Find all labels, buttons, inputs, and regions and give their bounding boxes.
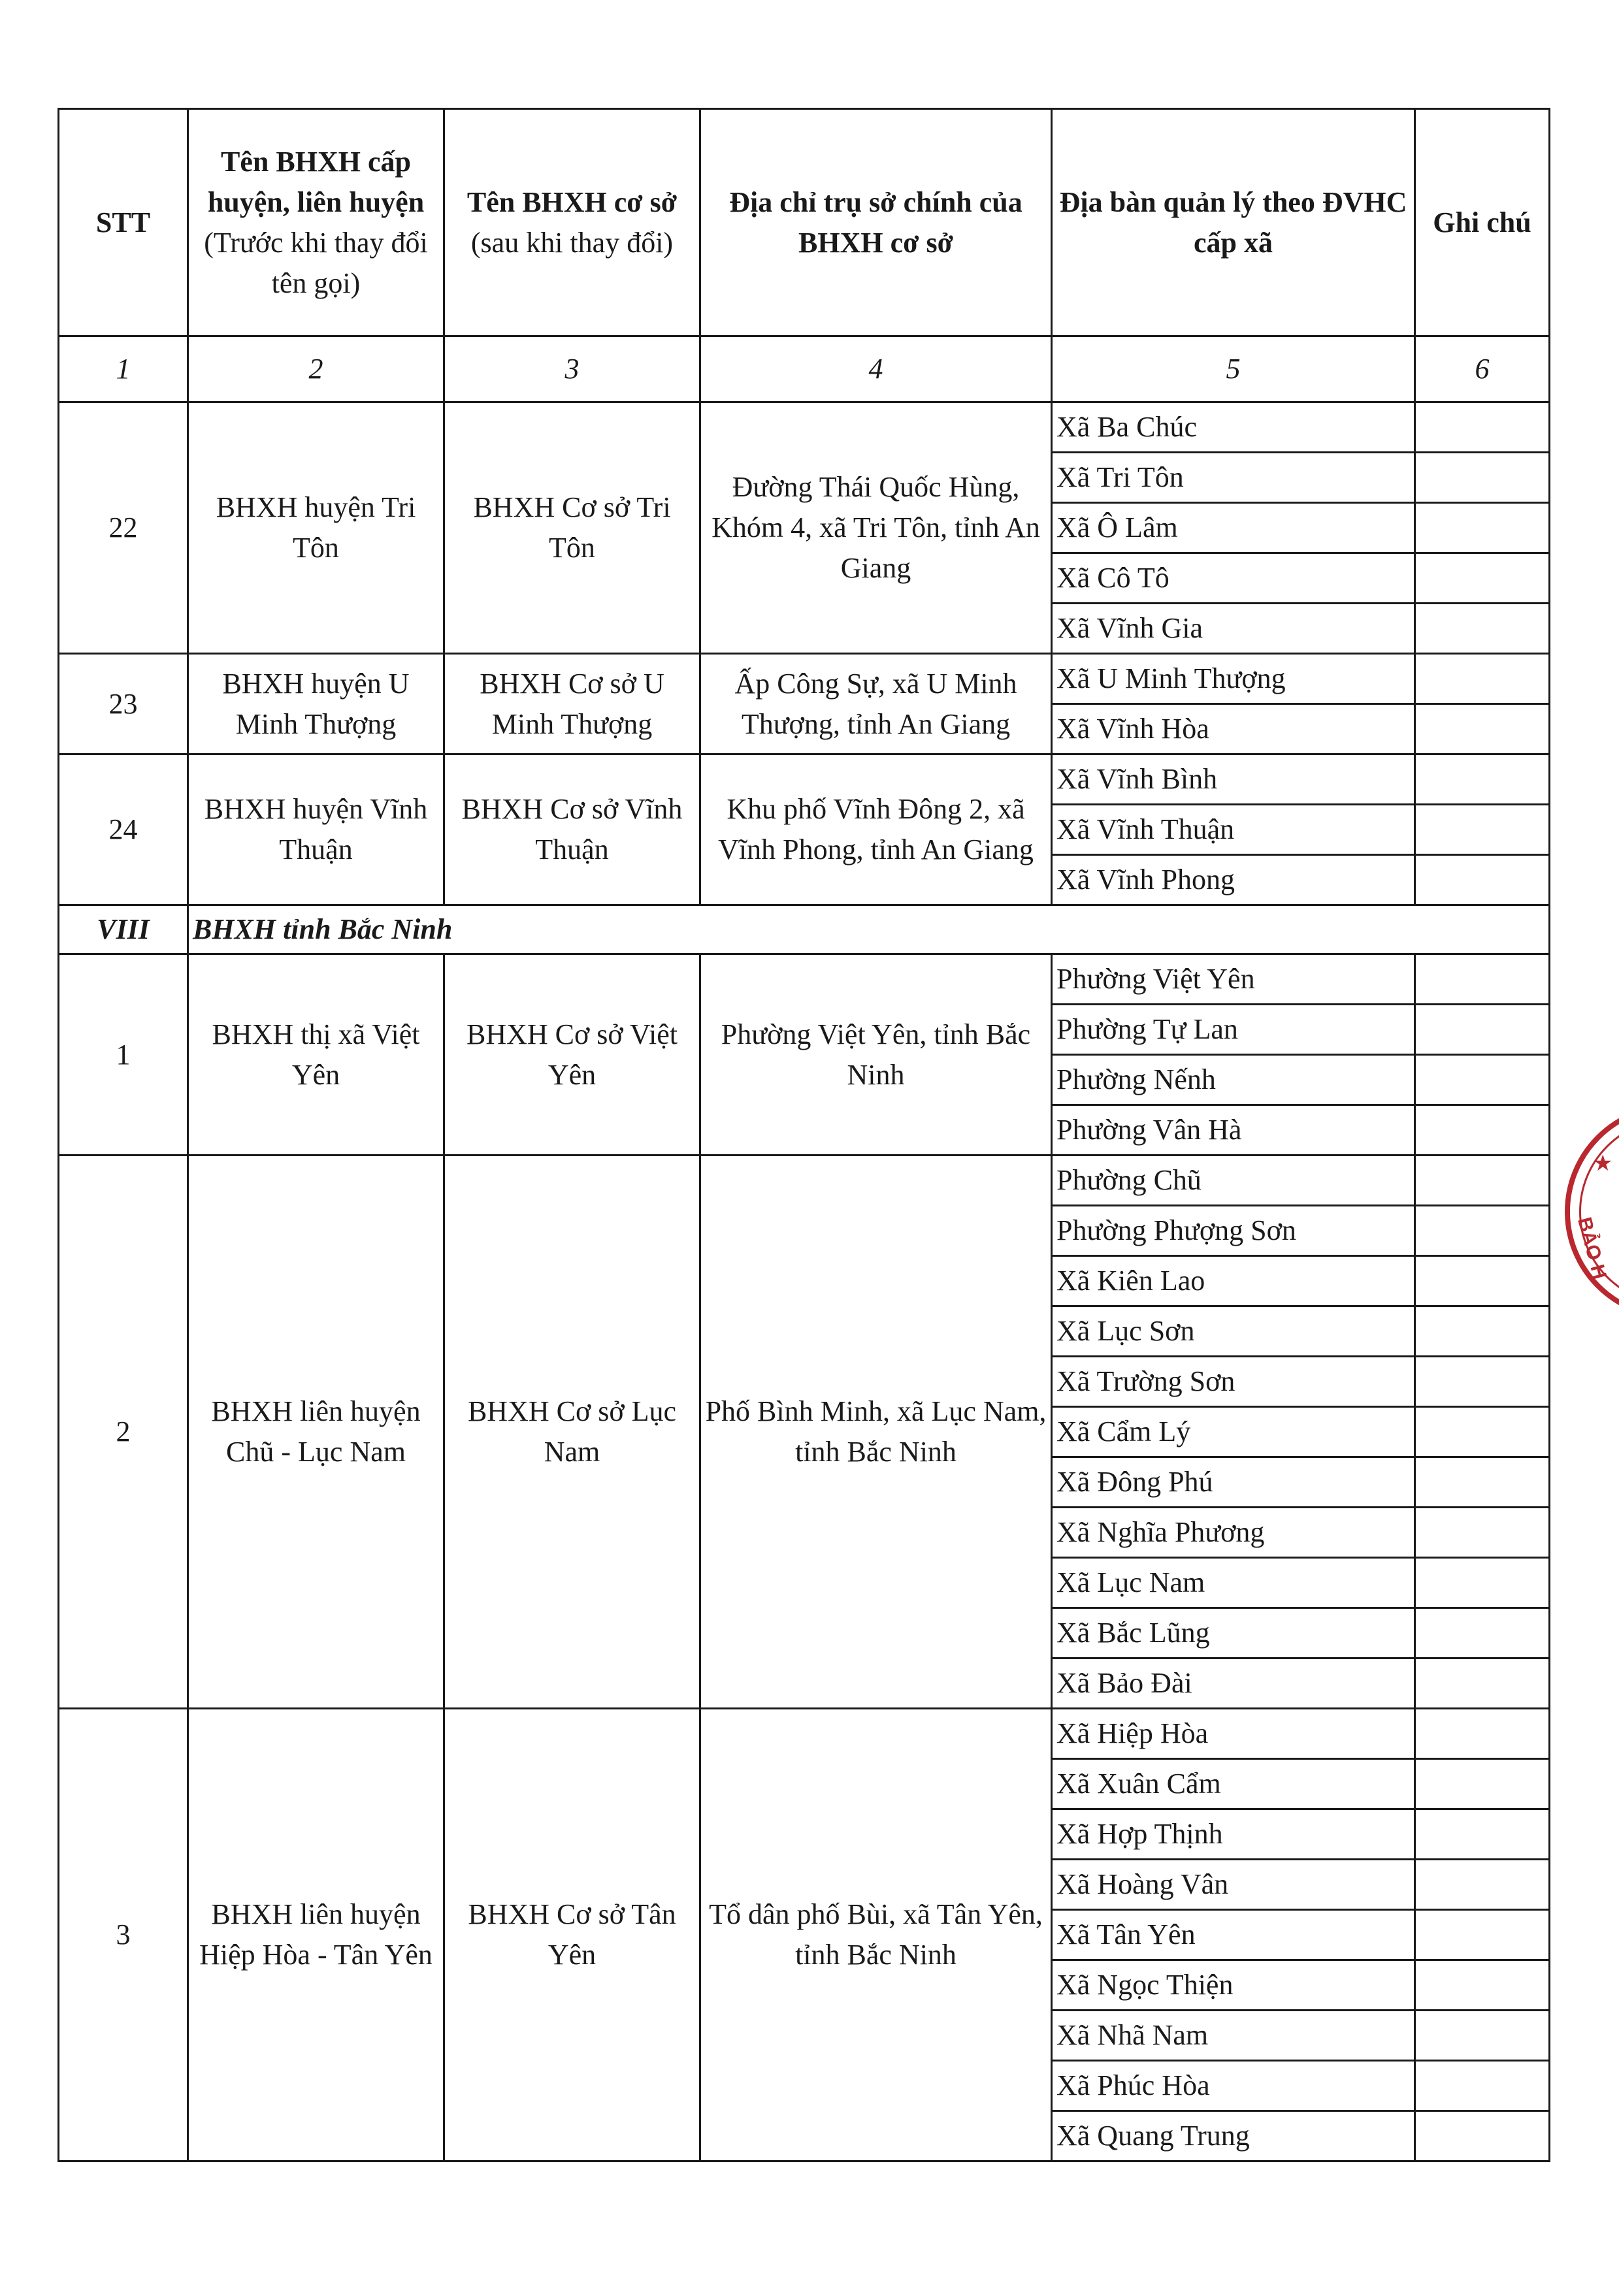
seal-text: BẢO H: [1573, 1215, 1611, 1282]
table-row: [59, 954, 1550, 1005]
new-name-cell: BHXH Cơ sở Tri Tôn: [444, 402, 700, 654]
address-cell: Phường Việt Yên, tỉnh Bắc Ninh: [700, 954, 1052, 1156]
note-cell: [1415, 704, 1550, 754]
new-name-cell: BHXH Cơ sở Lục Nam: [444, 1156, 700, 1709]
ward-cell: Xã Quang Trung: [1052, 2111, 1415, 2161]
note-cell: [1415, 1156, 1550, 1206]
note-cell: [1415, 1105, 1550, 1156]
ward-cell: Xã Vĩnh Phong: [1052, 855, 1415, 905]
column-number: 5: [1052, 336, 1415, 402]
new-name-cell: BHXH Cơ sở U Minh Thượng: [444, 654, 700, 754]
address-cell: Khu phố Vĩnh Đông 2, xã Vĩnh Phong, tỉnh An Giang: [700, 754, 1052, 905]
old-name-cell: BHXH liên huyện Chũ - Lục Nam: [188, 1156, 444, 1709]
ward-cell: Xã Ô Lâm: [1052, 503, 1415, 553]
note-cell: [1415, 1960, 1550, 2011]
section-title: BHXH tỉnh Bắc Ninh: [188, 905, 1550, 954]
old-name-cell: BHXH huyện Tri Tôn: [188, 402, 444, 654]
column-number: 4: [700, 336, 1052, 402]
ward-cell: Xã Trường Sơn: [1052, 1357, 1415, 1407]
ward-cell: Xã Đông Phú: [1052, 1457, 1415, 1508]
new-name-cell: BHXH Cơ sở Tân Yên: [444, 1709, 700, 2161]
note-cell: [1415, 1055, 1550, 1105]
stt-cell: 1: [59, 954, 188, 1156]
note-cell: [1415, 1306, 1550, 1357]
new-name-cell: BHXH Cơ sở Việt Yên: [444, 954, 700, 1156]
table-row: [59, 1709, 1550, 1759]
header-address: Địa chỉ trụ sở chính của BHXH cơ sở: [700, 109, 1052, 336]
note-cell: [1415, 604, 1550, 654]
column-number: 2: [188, 336, 444, 402]
note-cell: [1415, 855, 1550, 905]
ward-cell: Xã Cô Tô: [1052, 553, 1415, 604]
ward-cell: Phường Tự Lan: [1052, 1005, 1415, 1055]
column-number: 1: [59, 336, 188, 402]
note-cell: [1415, 1809, 1550, 1860]
ward-cell: Xã Bảo Đài: [1052, 1658, 1415, 1709]
note-cell: [1415, 1658, 1550, 1709]
note-cell: [1415, 1860, 1550, 1910]
ward-cell: Phường Chũ: [1052, 1156, 1415, 1206]
column-number-row: [59, 336, 1550, 402]
note-cell: [1415, 1910, 1550, 1960]
note-cell: [1415, 1206, 1550, 1256]
ward-cell: Xã Hợp Thịnh: [1052, 1809, 1415, 1860]
ward-cell: Xã Vĩnh Thuận: [1052, 805, 1415, 855]
ward-cell: Xã Kiên Lao: [1052, 1256, 1415, 1306]
note-cell: [1415, 453, 1550, 503]
header-old-name: [188, 109, 444, 336]
note-cell: [1415, 503, 1550, 553]
header-new-name-note: (sau khi thay đổi): [470, 226, 674, 259]
new-name-cell: BHXH Cơ sở Vĩnh Thuận: [444, 754, 700, 905]
note-cell: [1415, 1256, 1550, 1306]
header-notes: Ghi chú: [1415, 109, 1550, 336]
column-number: 6: [1415, 336, 1550, 402]
header-new-name: [444, 109, 700, 336]
official-seal: [1565, 1104, 1619, 1319]
ward-cell: Xã U Minh Thượng: [1052, 654, 1415, 704]
section-row: [59, 905, 1550, 954]
table-row: [59, 402, 1550, 453]
address-cell: Đường Thái Quốc Hùng, Khóm 4, xã Tri Tôn, tỉnh An Giang: [700, 402, 1052, 654]
address-cell: Ấp Công Sự, xã U Minh Thượng, tỉnh An Giang: [700, 654, 1052, 754]
ward-cell: Xã Ba Chúc: [1052, 402, 1415, 453]
old-name-cell: BHXH huyện Vĩnh Thuận: [188, 754, 444, 905]
note-cell: [1415, 2111, 1550, 2161]
table-row: [59, 1156, 1550, 1206]
note-cell: [1415, 654, 1550, 704]
stt-cell: 2: [59, 1156, 188, 1709]
address-cell: Phố Bình Minh, xã Lục Nam, tỉnh Bắc Ninh: [700, 1156, 1052, 1709]
note-cell: [1415, 1709, 1550, 1759]
header-old-name-note: (Trước khi thay đổi tên gọi): [204, 226, 428, 299]
seal-star-icon: ★: [1593, 1152, 1613, 1176]
header-row: [59, 109, 1550, 336]
note-cell: [1415, 553, 1550, 604]
ward-cell: Xã Tân Yên: [1052, 1910, 1415, 1960]
ward-cell: Xã Cẩm Lý: [1052, 1407, 1415, 1457]
note-cell: [1415, 1357, 1550, 1407]
ward-cell: Xã Lục Nam: [1052, 1558, 1415, 1608]
commune-assignment-table: [57, 108, 1550, 2162]
note-cell: [1415, 1608, 1550, 1658]
stt-cell: 23: [59, 654, 188, 754]
header-old-name-title: Tên BHXH cấp huyện, liên huyện: [207, 145, 425, 218]
ward-cell: Xã Hoàng Vân: [1052, 1860, 1415, 1910]
ward-cell: Xã Hiệp Hòa: [1052, 1709, 1415, 1759]
stt-cell: 24: [59, 754, 188, 905]
note-cell: [1415, 402, 1550, 453]
note-cell: [1415, 1508, 1550, 1558]
ward-cell: Xã Ngọc Thiện: [1052, 1960, 1415, 2011]
note-cell: [1415, 1558, 1550, 1608]
ward-cell: Xã Phúc Hòa: [1052, 2061, 1415, 2111]
ward-cell: Xã Vĩnh Bình: [1052, 754, 1415, 805]
ward-cell: Phường Việt Yên: [1052, 954, 1415, 1005]
note-cell: [1415, 1407, 1550, 1457]
note-cell: [1415, 954, 1550, 1005]
ward-cell: Xã Vĩnh Hòa: [1052, 704, 1415, 754]
table-row: [59, 754, 1550, 805]
note-cell: [1415, 2011, 1550, 2061]
table-row: [59, 654, 1550, 704]
ward-cell: Xã Lục Sơn: [1052, 1306, 1415, 1357]
note-cell: [1415, 1759, 1550, 1809]
stt-cell: 22: [59, 402, 188, 654]
ward-cell: Xã Tri Tôn: [1052, 453, 1415, 503]
ward-cell: Xã Vĩnh Gia: [1052, 604, 1415, 654]
header-area: Địa bàn quản lý theo ĐVHC cấp xã: [1052, 109, 1415, 336]
stt-cell: 3: [59, 1709, 188, 2161]
ward-cell: Phường Nếnh: [1052, 1055, 1415, 1105]
old-name-cell: BHXH thị xã Việt Yên: [188, 954, 444, 1156]
address-cell: Tổ dân phố Bùi, xã Tân Yên, tỉnh Bắc Ninh: [700, 1709, 1052, 2161]
old-name-cell: BHXH huyện U Minh Thượng: [188, 654, 444, 754]
ward-cell: Phường Vân Hà: [1052, 1105, 1415, 1156]
old-name-cell: BHXH liên huyện Hiệp Hòa - Tân Yên: [188, 1709, 444, 2161]
note-cell: [1415, 2061, 1550, 2111]
ward-cell: Xã Nghĩa Phương: [1052, 1508, 1415, 1558]
note-cell: [1415, 1457, 1550, 1508]
note-cell: [1415, 754, 1550, 805]
column-number: 3: [444, 336, 700, 402]
ward-cell: Xã Xuân Cẩm: [1052, 1759, 1415, 1809]
note-cell: [1415, 805, 1550, 855]
ward-cell: Phường Phượng Sơn: [1052, 1206, 1415, 1256]
section-number: VIII: [59, 905, 188, 954]
note-cell: [1415, 1005, 1550, 1055]
ward-cell: Xã Bắc Lũng: [1052, 1608, 1415, 1658]
header-new-name-title: Tên BHXH cơ sở: [466, 186, 678, 218]
ward-cell: Xã Nhã Nam: [1052, 2011, 1415, 2061]
header-stt: STT: [59, 109, 188, 336]
